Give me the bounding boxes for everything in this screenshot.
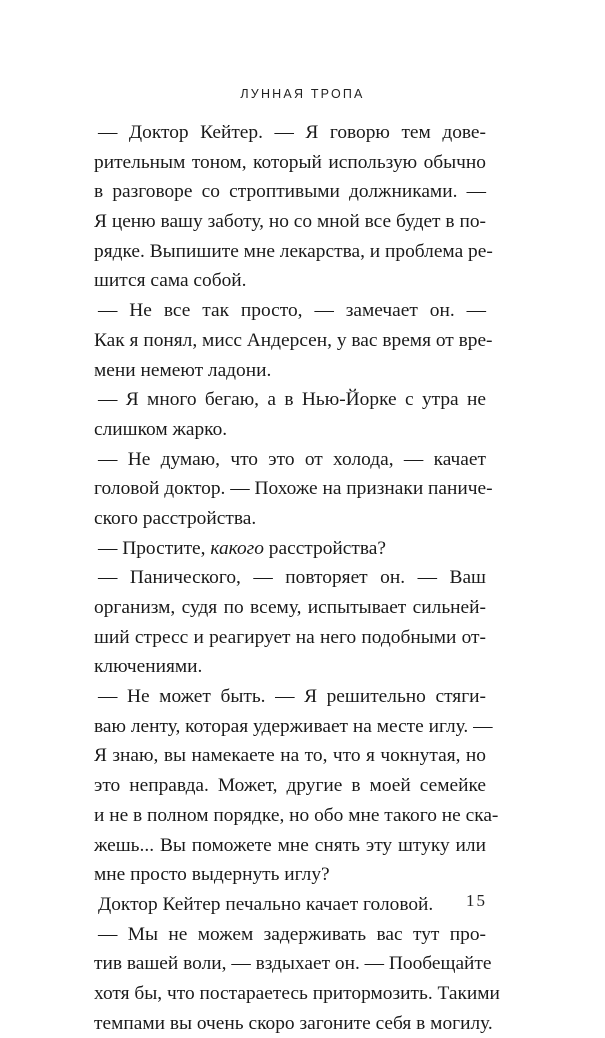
page-number: 15 xyxy=(466,891,487,910)
text-line: ший стресс и реагирует на него подобными от- xyxy=(94,626,486,648)
text-line: Я знаю, вы намекаете на то, что я чокнутая, но xyxy=(94,745,486,767)
body-text xyxy=(94,118,500,1038)
text-line: рительным тоном, который использую обычно xyxy=(94,151,486,173)
text-line: Доктор Кейтер печально качает головой. xyxy=(98,893,434,915)
running-head: ЛУННАЯ ТРОПА xyxy=(240,87,365,101)
text-line: организм, судя по всему, испытывает сильней- xyxy=(94,597,486,618)
text-line: ключениями. xyxy=(94,656,203,678)
text-line: мне просто выдернуть иглу? xyxy=(94,864,330,886)
text-line: — Я много бегаю, а в Нью-Йорке с утра не xyxy=(98,389,486,411)
text-line: — Простите, какого расстройства? xyxy=(98,537,386,559)
text-line: Я ценю вашу заботу, но со мной все будет в по- xyxy=(94,211,486,233)
text-line: тив вашей воли, — вздыхает он. — Пообещайте xyxy=(94,953,492,975)
text-line: это неправда. Может, другие в моей семейке xyxy=(94,775,486,797)
text-line: шится сама собой. xyxy=(94,270,247,292)
text-line: — Не может быть. — Я решительно стяги- xyxy=(98,686,486,708)
text-line: Как я понял, мисс Андерсен, у вас время от вре- xyxy=(94,329,493,351)
text-line: темпами вы очень скоро загоните себя в могилу. xyxy=(94,1012,493,1034)
text-line: в разговоре со строптивыми должниками. — xyxy=(94,181,486,203)
text-line: — Панического, — повторяет он. — Ваш xyxy=(98,567,486,589)
text-line: мени немеют ладони. xyxy=(94,359,272,381)
text-line: — Доктор Кейтер. — Я говорю тем дове- xyxy=(98,122,486,143)
text-line: — Не все так просто, — замечает он. — xyxy=(98,300,486,322)
text-line: рядке. Выпишите мне лекарства, и проблема ре- xyxy=(94,240,493,262)
text-line: жешь... Вы поможете мне снять эту штуку или xyxy=(94,834,486,856)
text-line: слишком жарко. xyxy=(94,418,228,440)
text-line: — Мы не можем задерживать вас тут про- xyxy=(98,923,486,945)
text-line: головой доктор. — Похоже на признаки паниче- xyxy=(94,478,493,500)
text-line: ского расстройства. xyxy=(94,507,257,529)
text-line: — Не думаю, что это от холода, — качает xyxy=(98,448,486,470)
text-line: хотя бы, что постараетесь притормозить. Такими xyxy=(94,982,500,1004)
text-line: ваю ленту, которая удерживает на месте иглу. — xyxy=(94,715,493,737)
text-line: и не в полном порядке, но обо мне такого не ска- xyxy=(94,804,499,826)
